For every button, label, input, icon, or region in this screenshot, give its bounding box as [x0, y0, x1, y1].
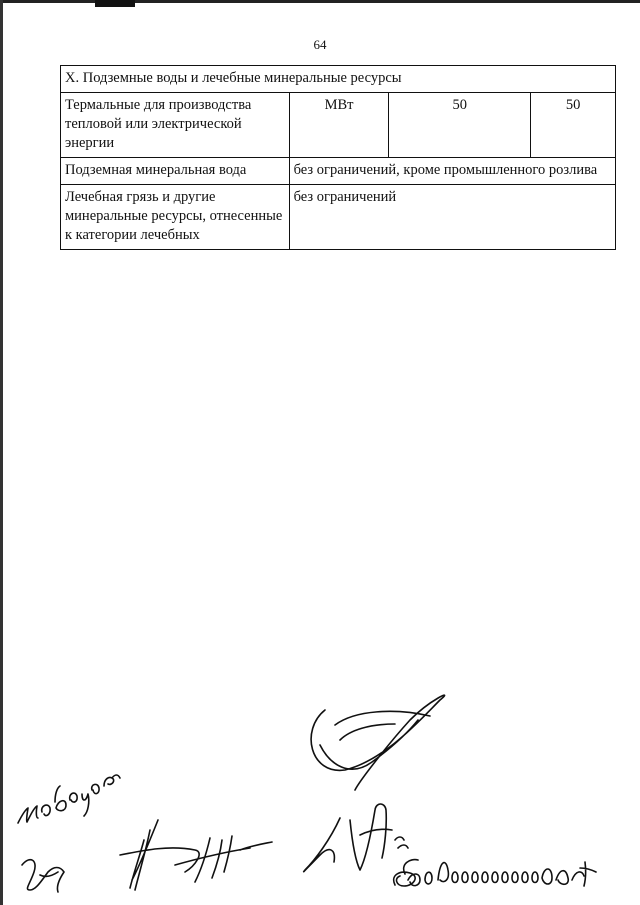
table-row: [61, 93, 616, 158]
resource-name: Подземная минеральная вода: [61, 158, 290, 185]
unit-cell: МВт: [289, 93, 389, 158]
restriction-cell: без ограничений: [289, 185, 615, 250]
resource-name: Лечебная грязь и другие минеральные ресурсы, отнесенные к категории лечебных: [61, 185, 290, 250]
page-number: 64: [313, 37, 327, 52]
signature-beesheenov: [394, 860, 596, 886]
resources-table: [60, 65, 616, 250]
signature-area: [0, 690, 640, 905]
signature-strike: [120, 820, 272, 890]
signature-bottom-left: [22, 860, 64, 892]
table-row: [61, 66, 616, 93]
value-cell: 50: [389, 93, 531, 158]
signature-third: [304, 804, 408, 872]
table-row: [61, 158, 616, 185]
signatures-svg: [0, 690, 640, 905]
scan-mark: [95, 0, 135, 7]
table-row: [61, 185, 616, 250]
signature-top-right: [311, 695, 444, 790]
signature-mabaurov: [18, 775, 120, 823]
value-cell: 50: [531, 93, 616, 158]
resource-name: Термальные для производства тепловой или электрической энергии: [61, 93, 290, 158]
section-title: X. Подземные воды и лечебные минеральные ресурсы: [61, 66, 616, 93]
restriction-cell: без ограничений, кроме промышленного розлива: [289, 158, 615, 185]
